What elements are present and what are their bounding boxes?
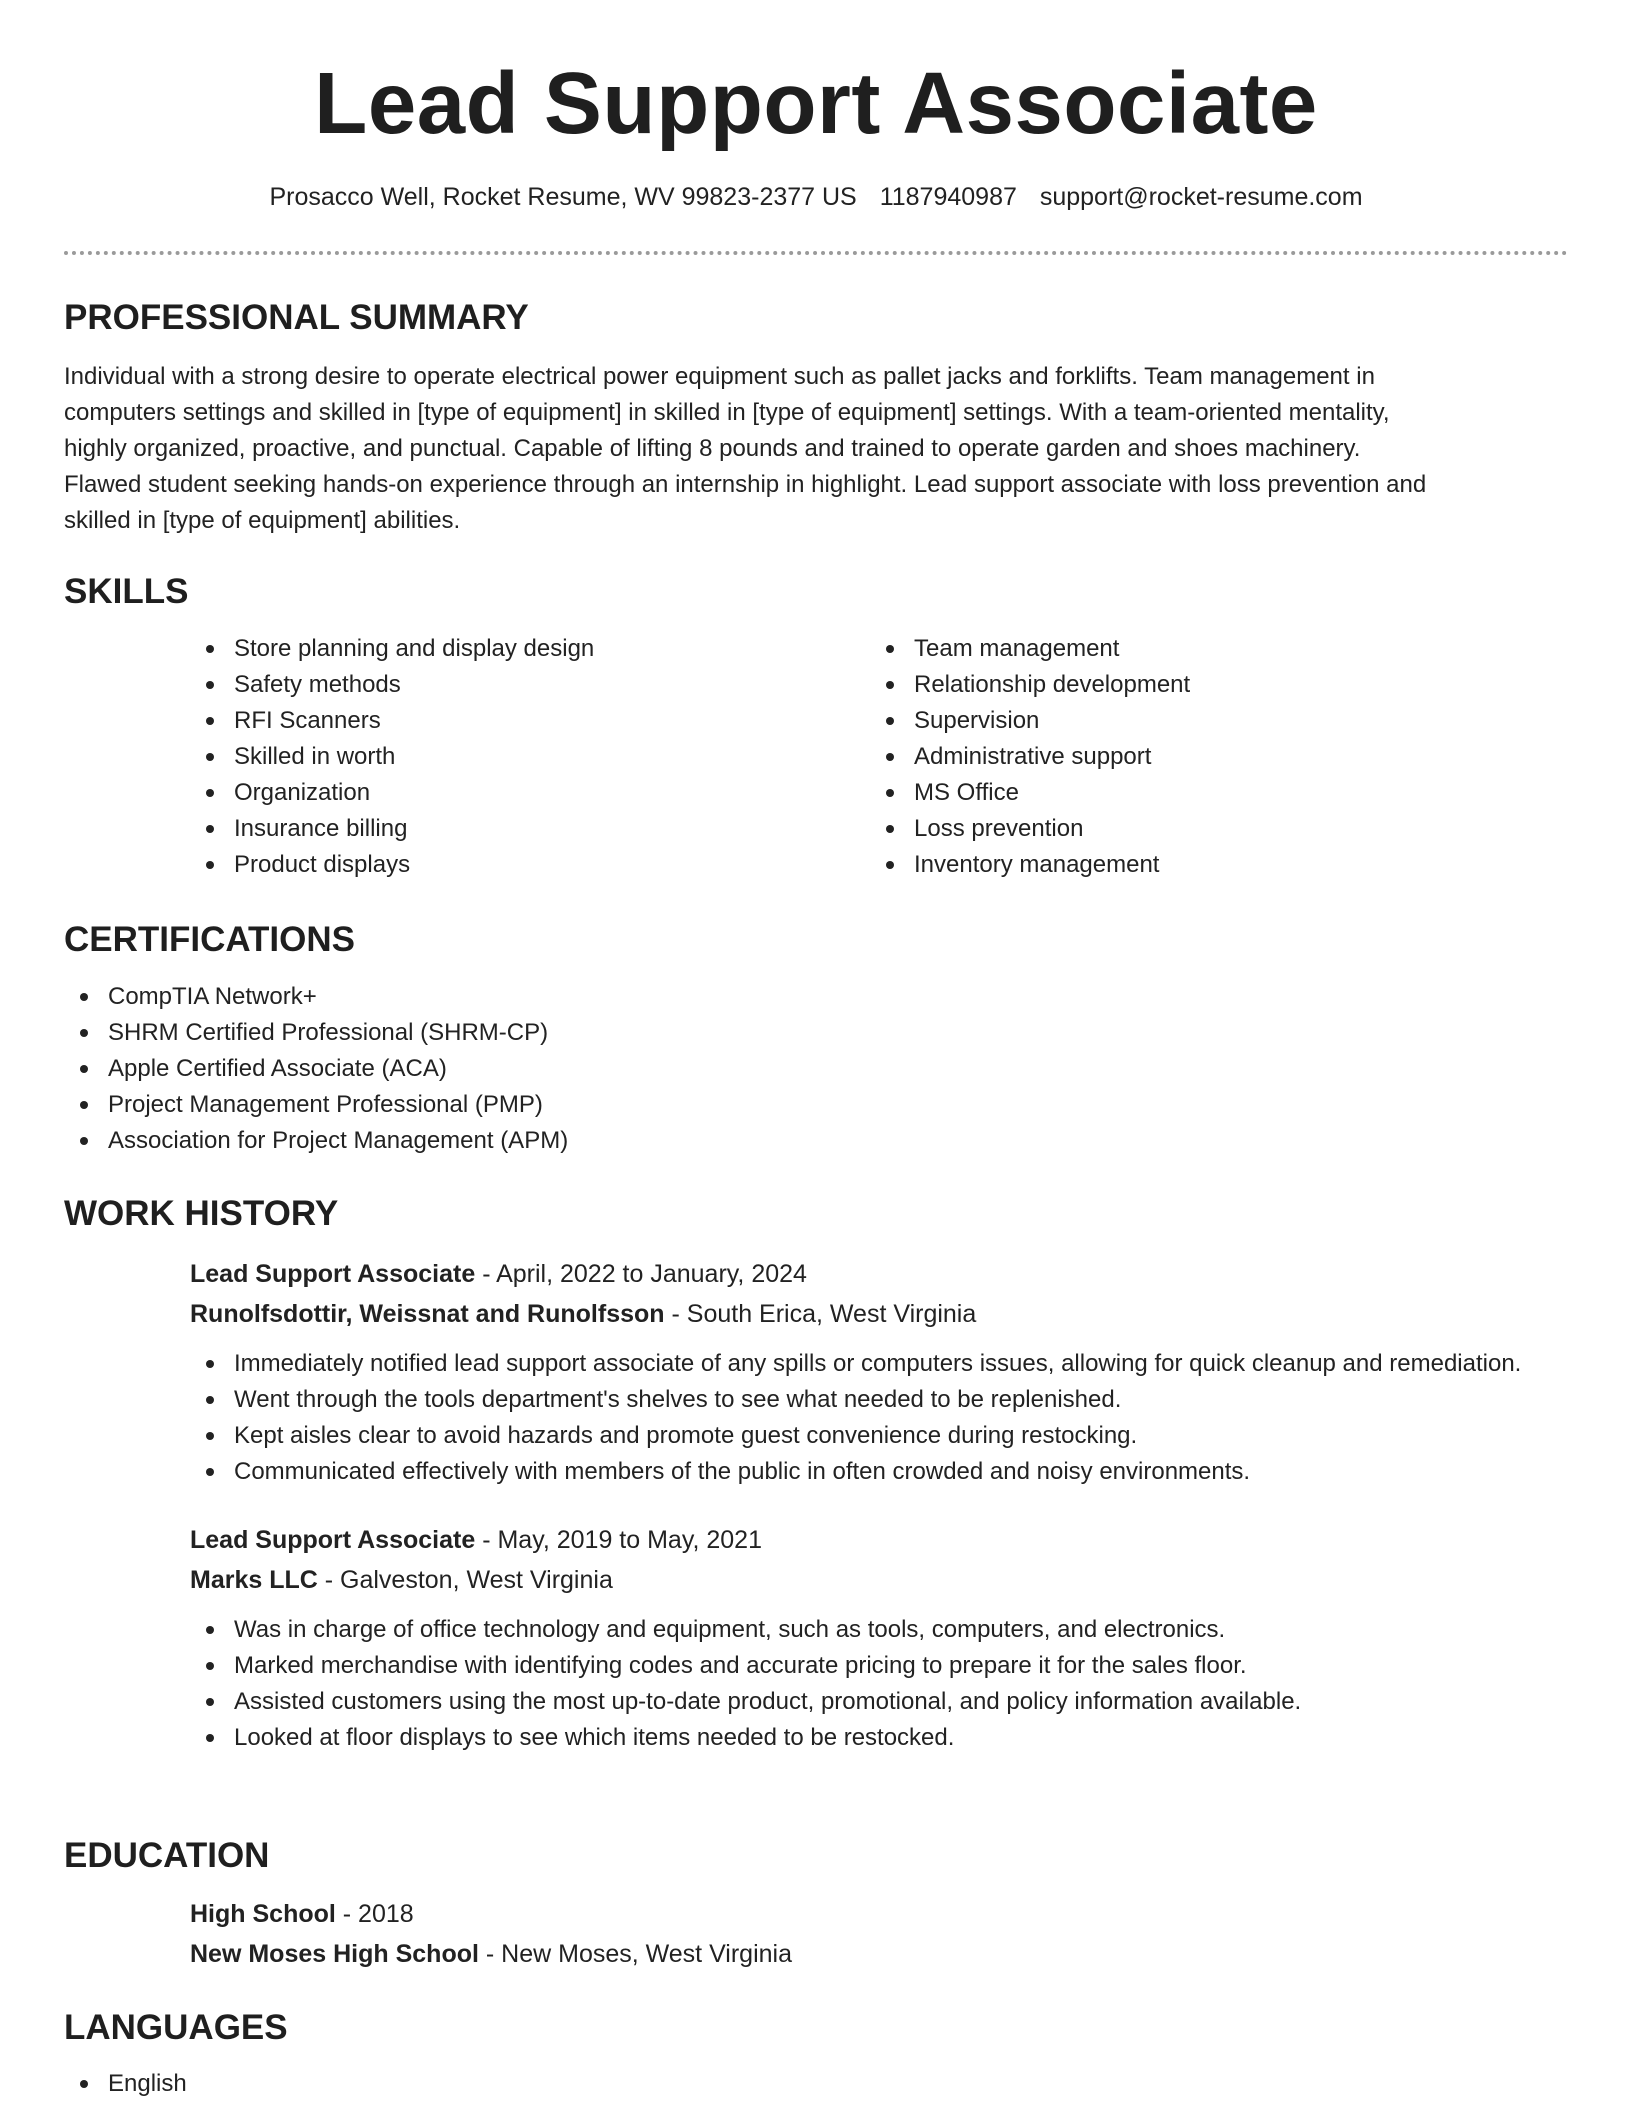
languages-list xyxy=(64,2066,1568,2102)
job-role: Lead Support Associate xyxy=(190,1260,476,1288)
contact-line xyxy=(0,180,1632,214)
education-school-line xyxy=(190,1934,1568,1974)
education-location: - New Moses, West Virginia xyxy=(478,1940,792,1968)
contact-address: Prosacco Well, Rocket Resume, WV 99823-2377 US xyxy=(269,183,857,211)
skill-item: Insurance billing xyxy=(190,811,870,847)
section-title-skills: SKILLS xyxy=(64,572,189,611)
skill-item: Skilled in worth xyxy=(190,739,870,775)
skills-column-left xyxy=(190,631,870,883)
section-professional-summary xyxy=(64,296,1568,539)
skill-item: Product displays xyxy=(190,847,870,883)
skill-item: Team management xyxy=(870,631,1550,667)
certification-item: Association for Project Management (APM) xyxy=(64,1123,1568,1159)
contact-email[interactable]: support@rocket-resume.com xyxy=(1039,183,1363,211)
job-duty: Marked merchandise with identifying codes and accurate pricing to prepare it for the sales floor. xyxy=(190,1648,1570,1684)
certifications-list xyxy=(64,979,1568,1159)
section-languages xyxy=(64,2006,1568,2102)
job-company: Marks LLC xyxy=(190,1566,318,1594)
header-divider xyxy=(64,251,1568,255)
job-duties-list xyxy=(190,1346,1570,1490)
section-title-work-history: WORK HISTORY xyxy=(64,1194,339,1233)
job-entry xyxy=(190,1520,1568,1756)
job-duty: Assisted customers using the most up-to-date product, promotional, and policy information available. xyxy=(190,1684,1570,1720)
certification-item: Apple Certified Associate (ACA) xyxy=(64,1051,1568,1087)
section-work-history xyxy=(64,1192,1568,1756)
contact-phone: 1187940987 xyxy=(879,183,1017,211)
skill-item: Safety methods xyxy=(190,667,870,703)
skills-columns xyxy=(190,631,1568,883)
job-location: - Galveston, West Virginia xyxy=(317,1566,613,1594)
job-duty: Kept aisles clear to avoid hazards and promote guest convenience during restocking. xyxy=(190,1418,1570,1454)
skill-item: Loss prevention xyxy=(870,811,1550,847)
job-company: Runolfsdottir, Weissnat and Runolfsson xyxy=(190,1300,665,1328)
education-entry xyxy=(190,1894,1568,1974)
education-year: - 2018 xyxy=(335,1900,414,1928)
section-education xyxy=(64,1834,1568,1974)
job-company-line xyxy=(190,1294,1568,1334)
education-degree: High School xyxy=(190,1900,336,1928)
skill-item: Supervision xyxy=(870,703,1550,739)
job-role: Lead Support Associate xyxy=(190,1526,476,1554)
skill-item: Relationship development xyxy=(870,667,1550,703)
job-entry xyxy=(190,1254,1568,1490)
section-title-languages: LANGUAGES xyxy=(64,2008,288,2047)
job-role-line xyxy=(190,1520,1568,1560)
job-dates: - April, 2022 to January, 2024 xyxy=(475,1260,807,1288)
section-title-summary: PROFESSIONAL SUMMARY xyxy=(64,298,529,337)
job-company-line xyxy=(190,1560,1568,1600)
resume-name-title: Lead Support Associate xyxy=(314,55,1318,152)
skill-item: Administrative support xyxy=(870,739,1550,775)
education-school: New Moses High School xyxy=(190,1940,479,1968)
skill-item: Store planning and display design xyxy=(190,631,870,667)
section-title-education: EDUCATION xyxy=(64,1836,270,1875)
job-duty: Went through the tools department's shelves to see what needed to be replenished. xyxy=(190,1382,1570,1418)
certification-item: CompTIA Network+ xyxy=(64,979,1568,1015)
section-certifications xyxy=(64,918,1568,1159)
section-skills xyxy=(64,570,1568,883)
skill-item: MS Office xyxy=(870,775,1550,811)
job-dates: - May, 2019 to May, 2021 xyxy=(475,1526,762,1554)
job-location: - South Erica, West Virginia xyxy=(664,1300,977,1328)
skill-item: Inventory management xyxy=(870,847,1550,883)
job-duties-list xyxy=(190,1612,1570,1756)
job-duty: Immediately notified lead support associate of any spills or computers issues, allowing for quick cleanup and remediation. xyxy=(190,1346,1570,1382)
job-duty: Communicated effectively with members of the public in often crowded and noisy environments. xyxy=(190,1454,1570,1490)
certification-item: Project Management Professional (PMP) xyxy=(64,1087,1568,1123)
summary-text: Individual with a strong desire to operate electrical power equipment such as pallet jacks and forklifts. Team management in computers settings and skilled in [type of equipment] in skilled in [type of equipment] settings. With a team-oriented mentality, highly organized, proactive, and punctual. Capable of lifting 8 pounds and trained to operate garden and shoes machinery. Flawed student seeking hands-on experience through an internship in highlight. Lead support associate with loss prevention and skilled in [type of equipment] abilities. xyxy=(64,363,1427,534)
skill-item: Organization xyxy=(190,775,870,811)
section-title-certifications: CERTIFICATIONS xyxy=(64,920,356,959)
job-role-line xyxy=(190,1254,1568,1294)
skill-item: RFI Scanners xyxy=(190,703,870,739)
job-duty: Was in charge of office technology and equipment, such as tools, computers, and electronics. xyxy=(190,1612,1570,1648)
certification-item: SHRM Certified Professional (SHRM-CP) xyxy=(64,1015,1568,1051)
job-duty: Looked at floor displays to see which items needed to be restocked. xyxy=(190,1720,1570,1756)
language-item: English xyxy=(64,2066,1568,2102)
skills-column-right xyxy=(870,631,1550,883)
education-degree-line xyxy=(190,1894,1568,1934)
